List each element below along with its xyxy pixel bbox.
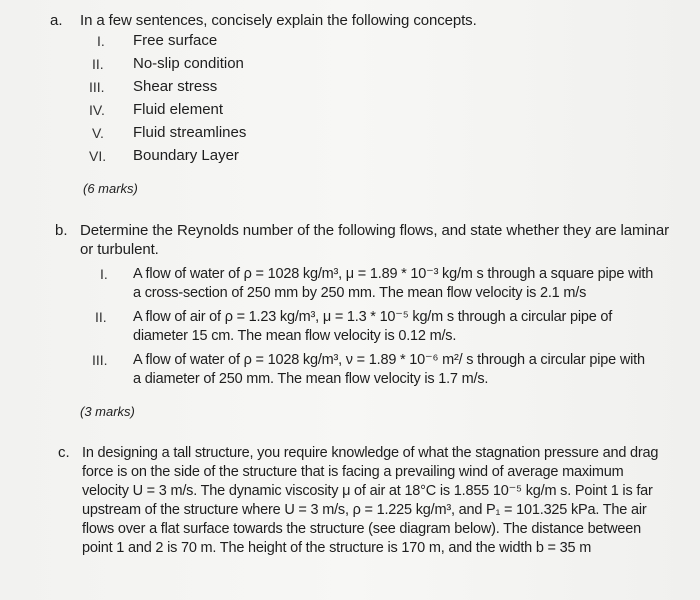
part-c-marker: c. bbox=[58, 444, 70, 461]
part-a-item-num: III. bbox=[89, 79, 105, 95]
part-a-marker: a. bbox=[50, 12, 63, 29]
part-a-marks: (6 marks) bbox=[83, 181, 138, 196]
part-c-line: force is on the side of the structure that is facing a prevailing wind of average maximum bbox=[82, 464, 624, 480]
part-a-item-text: Fluid streamlines bbox=[133, 124, 247, 141]
part-a-item-text: No-slip condition bbox=[133, 55, 244, 72]
part-a-item-num: VI. bbox=[89, 148, 107, 164]
part-a-item-num: V. bbox=[92, 125, 104, 141]
part-b-item-line1: A flow of water of ρ = 1028 kg/m³, ν = 1.89 * 10⁻⁶ m²/ s through a circular pipe with bbox=[133, 352, 645, 368]
part-b-prompt-line2: or turbulent. bbox=[80, 241, 159, 258]
part-b-item-num: I. bbox=[100, 266, 108, 282]
part-b-item-num: II. bbox=[95, 309, 107, 325]
part-c-line: upstream of the structure where U = 3 m/s, ρ = 1.225 kg/m³, and P₁ = 101.325 kPa. The air bbox=[82, 502, 647, 518]
part-b-item-line2: a cross-section of 250 mm by 250 mm. The mean flow velocity is 2.1 m/s bbox=[133, 285, 587, 301]
part-a-item-text: Shear stress bbox=[133, 78, 218, 95]
part-b-prompt-line1: Determine the Reynolds number of the following flows, and state whether they are laminar bbox=[80, 222, 670, 239]
part-b-item-num: III. bbox=[92, 352, 108, 368]
part-a-item-text: Boundary Layer bbox=[133, 147, 239, 164]
part-b-item-line1: A flow of air of ρ = 1.23 kg/m³, μ = 1.3 * 10⁻⁵ kg/m s through a circular pipe of bbox=[133, 309, 613, 325]
part-c-line: velocity U = 3 m/s. The dynamic viscosity μ of air at 18°C is 1.855 10⁻⁵ kg/m s. Point 1 is far bbox=[82, 483, 653, 499]
part-a-item-text: Fluid element bbox=[133, 101, 224, 118]
part-a-item-num: II. bbox=[92, 56, 104, 72]
part-b-marker: b. bbox=[55, 222, 68, 239]
part-a-prompt: In a few sentences, concisely explain the following concepts. bbox=[80, 12, 477, 29]
part-a-item-text: Free surface bbox=[133, 32, 218, 49]
part-b-item-line1: A flow of water of ρ = 1028 kg/m³, μ = 1.89 * 10⁻³ kg/m s through a square pipe with bbox=[133, 266, 654, 282]
part-a-item-num: I. bbox=[97, 33, 105, 49]
part-b-marks: (3 marks) bbox=[80, 404, 135, 419]
part-c-line: point 1 and 2 is 70 m. The height of the structure is 170 m, and the width b = 35 m bbox=[82, 540, 592, 556]
part-a-item-num: IV. bbox=[89, 102, 105, 118]
part-b-item-line2: a diameter of 250 mm. The mean flow velocity is 1.7 m/s. bbox=[133, 371, 489, 387]
part-c-line: In designing a tall structure, you require knowledge of what the stagnation pressure and drag bbox=[82, 445, 659, 461]
part-c-line: flows over a flat surface towards the structure (see diagram below). The distance between bbox=[82, 521, 641, 537]
part-b-item-line2: diameter 15 cm. The mean flow velocity is 0.12 m/s. bbox=[133, 328, 457, 344]
